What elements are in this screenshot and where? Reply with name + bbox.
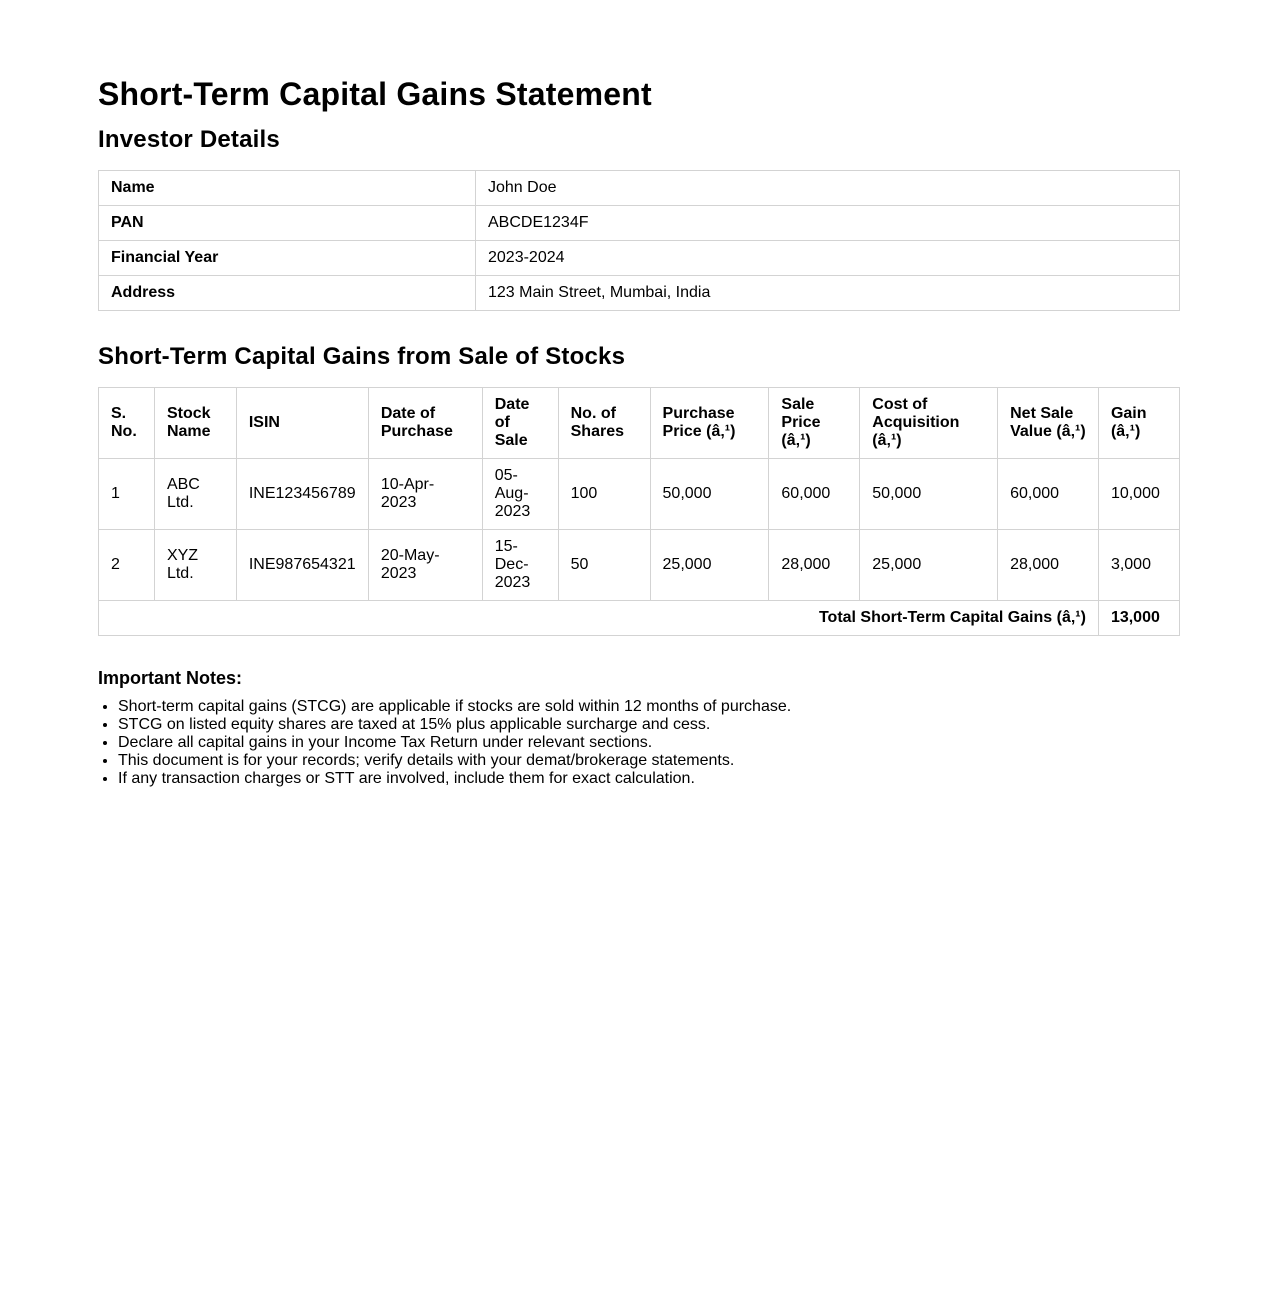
- investor-details-table: [98, 170, 1180, 311]
- table-cell: 100: [558, 459, 650, 530]
- table-cell: 25,000: [650, 530, 769, 601]
- table-row: [99, 459, 1180, 530]
- table-cell: 20-May-2023: [368, 530, 482, 601]
- notes-list: [98, 698, 1180, 788]
- table-cell: 28,000: [998, 530, 1099, 601]
- table-cell: 50: [558, 530, 650, 601]
- pan-label: PAN: [99, 206, 476, 241]
- list-item: • Declare all capital gains in your Income Tax Return under relevant sections.: [118, 734, 1180, 752]
- notes-title: Important Notes:: [98, 668, 242, 688]
- column-header: No. of Shares: [558, 388, 650, 459]
- pan-value: ABCDE1234F: [476, 206, 1180, 241]
- table-cell: INE123456789: [236, 459, 368, 530]
- table-cell: 1: [99, 459, 155, 530]
- name-value: John Doe: [476, 171, 1180, 206]
- table-row: [99, 171, 1180, 206]
- column-header: Gain (â‚¹): [1098, 388, 1179, 459]
- column-header: Cost of Acquisition (â‚¹): [860, 388, 998, 459]
- table-cell: 3,000: [1098, 530, 1179, 601]
- table-cell: ABC Ltd.: [154, 459, 236, 530]
- table-cell: XYZ Ltd.: [154, 530, 236, 601]
- column-header: S. No.: [99, 388, 155, 459]
- financial-year-label: Financial Year: [99, 241, 476, 276]
- total-row: [99, 601, 1180, 636]
- column-header: Date of Purchase: [368, 388, 482, 459]
- table-row: [99, 276, 1180, 311]
- capital-gains-heading: Short-Term Capital Gains from Sale of Stocks: [98, 343, 626, 370]
- table-cell: 25,000: [860, 530, 998, 601]
- table-cell: 2: [99, 530, 155, 601]
- total-label: Total Short-Term Capital Gains (â‚¹): [99, 601, 1099, 636]
- total-value: 13,000: [1098, 601, 1179, 636]
- table-row: [99, 241, 1180, 276]
- address-label: Address: [99, 276, 476, 311]
- financial-year-value: 2023-2024: [476, 241, 1180, 276]
- table-cell: 05-Aug-2023: [482, 459, 558, 530]
- capital-gains-table: [98, 387, 1180, 636]
- list-item: • If any transaction charges or STT are involved, include them for exact calculation.: [118, 770, 1180, 788]
- table-cell: 60,000: [998, 459, 1099, 530]
- table-cell: 50,000: [860, 459, 998, 530]
- table-cell: 15-Dec-2023: [482, 530, 558, 601]
- address-value: 123 Main Street, Mumbai, India: [476, 276, 1180, 311]
- page-title: Short-Term Capital Gains Statement: [98, 76, 652, 112]
- list-item: • Short-term capital gains (STCG) are applicable if stocks are sold within 12 months of purchase.: [118, 698, 1180, 716]
- name-label: Name: [99, 171, 476, 206]
- list-item: • This document is for your records; verify details with your demat/brokerage statements.: [118, 752, 1180, 770]
- table-cell: INE987654321: [236, 530, 368, 601]
- column-header: Sale Price (â‚¹): [769, 388, 860, 459]
- table-row: [99, 206, 1180, 241]
- table-cell: 10,000: [1098, 459, 1179, 530]
- column-header: Net Sale Value (â‚¹): [998, 388, 1099, 459]
- table-row: [99, 530, 1180, 601]
- column-header: Date of Sale: [482, 388, 558, 459]
- table-cell: 10-Apr-2023: [368, 459, 482, 530]
- column-header: Stock Name: [154, 388, 236, 459]
- column-header: ISIN: [236, 388, 368, 459]
- list-item: • STCG on listed equity shares are taxed at 15% plus applicable surcharge and cess.: [118, 716, 1180, 734]
- column-header: Purchase Price (â‚¹): [650, 388, 769, 459]
- table-cell: 50,000: [650, 459, 769, 530]
- table-cell: 28,000: [769, 530, 860, 601]
- table-cell: 60,000: [769, 459, 860, 530]
- investor-details-heading: Investor Details: [98, 126, 280, 153]
- table-header-row: [99, 388, 1180, 459]
